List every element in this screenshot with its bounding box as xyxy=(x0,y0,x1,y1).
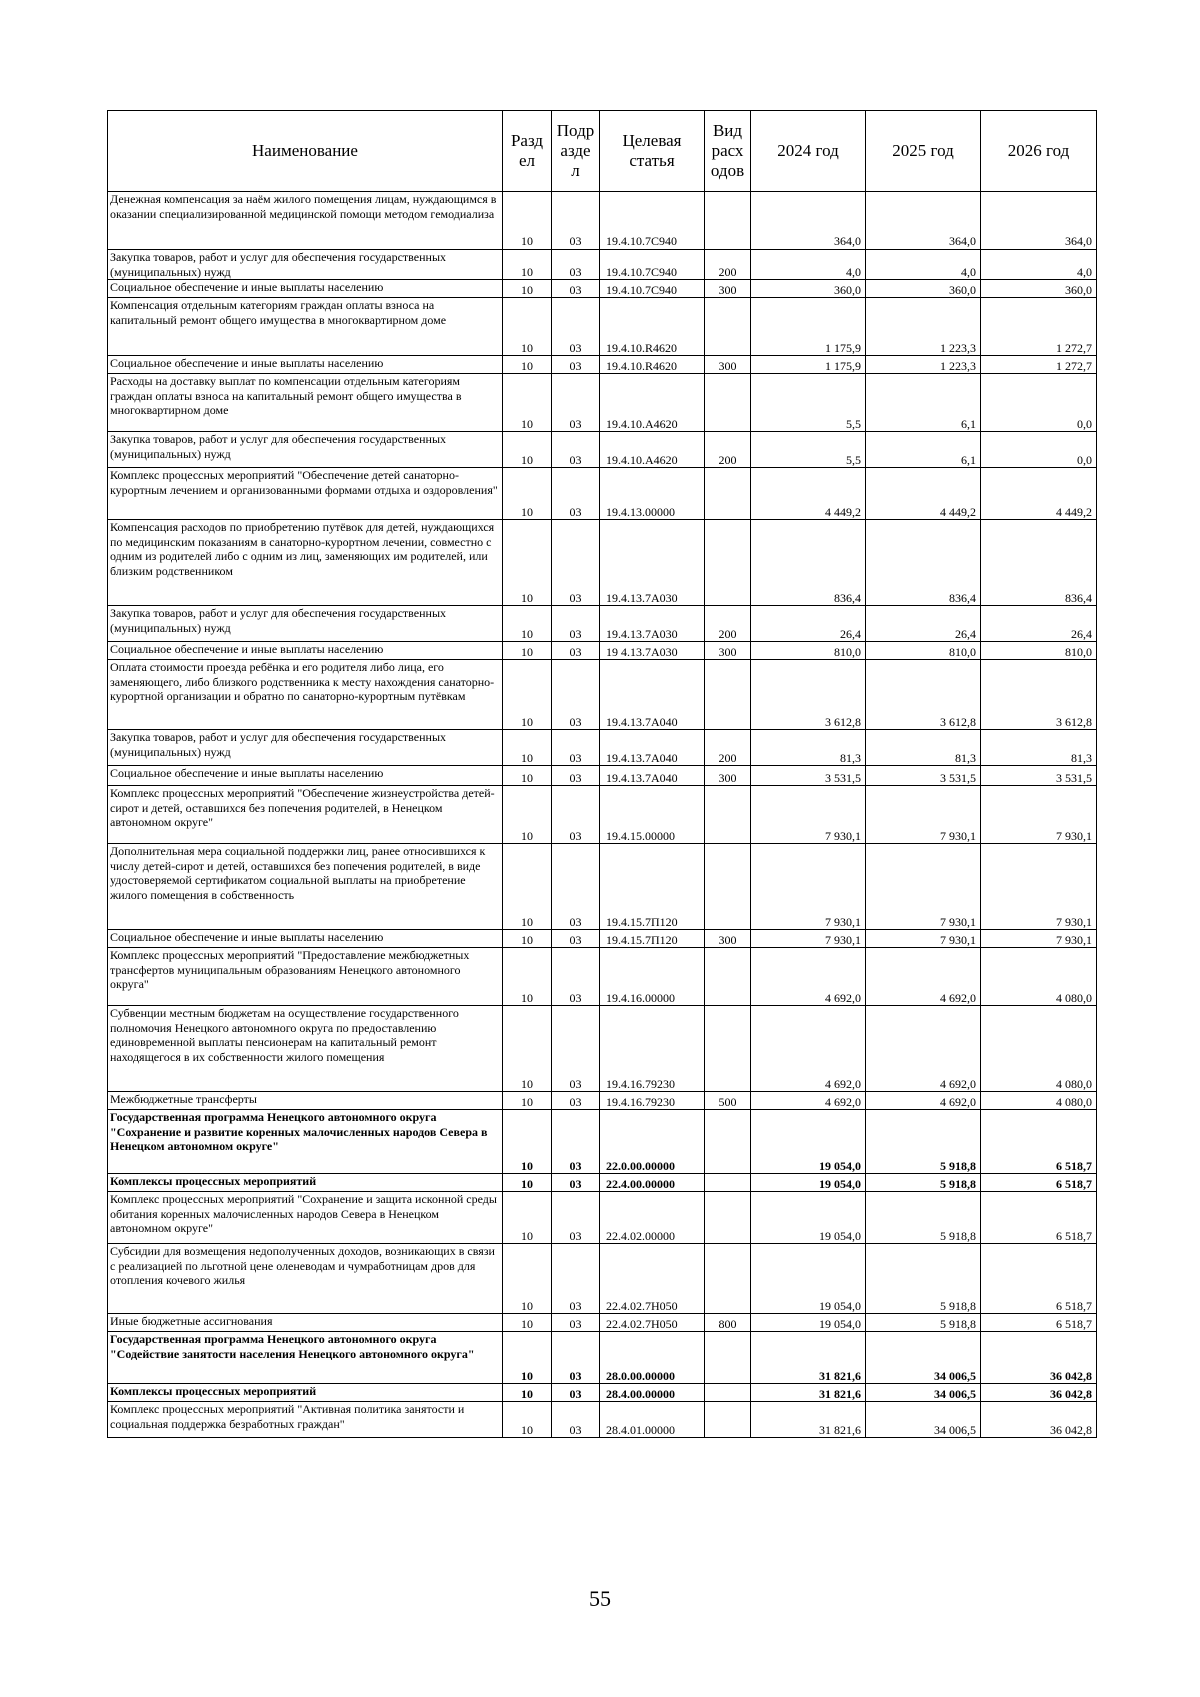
header-2025: 2025 год xyxy=(866,111,981,192)
row-target: 22.4.02.7Н050 xyxy=(600,1244,705,1314)
row-name: Оплата стоимости проезда ребёнка и его родителя либо лица, его заменяющего, либо близкого родственника к месту нахождения санаторно-курортной организации и обратно по санаторно-курортным путёвкам xyxy=(108,660,503,730)
row-value-2026: 6 518,7 xyxy=(981,1110,1097,1174)
page-number: 55 xyxy=(589,1586,611,1611)
row-section: 10 xyxy=(503,280,552,298)
row-target: 22.4.02.00000 xyxy=(600,1192,705,1244)
row-value-2025: 4 692,0 xyxy=(866,1092,981,1110)
row-name: Субсидии для возмещения недополученных доходов, возникающих в связи с реализацией по льготной цене оленеводам и чумработницам дров для отопления кочевого жилья xyxy=(108,1244,503,1314)
row-value-2026: 36 042,8 xyxy=(981,1332,1097,1384)
row-value-2025: 34 006,5 xyxy=(866,1402,981,1438)
row-name: Закупка товаров, работ и услуг для обеспечения государственных (муниципальных) нужд xyxy=(108,432,503,468)
row-expense-type xyxy=(705,786,751,844)
row-subsection: 03 xyxy=(552,606,600,642)
row-section: 10 xyxy=(503,250,552,280)
row-section: 10 xyxy=(503,374,552,432)
table-row xyxy=(108,1192,1097,1244)
row-target: 19.4.13.7А030 xyxy=(600,520,705,606)
row-value-2024: 7 930,1 xyxy=(751,930,866,948)
row-subsection: 03 xyxy=(552,1092,600,1110)
row-target: 19.4.16.79230 xyxy=(600,1006,705,1092)
row-value-2026: 3 531,5 xyxy=(981,766,1097,786)
row-value-2025: 7 930,1 xyxy=(866,930,981,948)
table-row xyxy=(108,1006,1097,1092)
row-section: 10 xyxy=(503,766,552,786)
row-value-2025: 7 930,1 xyxy=(866,786,981,844)
row-subsection: 03 xyxy=(552,786,600,844)
row-value-2024: 364,0 xyxy=(751,192,866,250)
row-value-2026: 36 042,8 xyxy=(981,1402,1097,1438)
row-section: 10 xyxy=(503,1314,552,1332)
row-value-2024: 5,5 xyxy=(751,432,866,468)
row-target: 19.4.10.R4620 xyxy=(600,356,705,374)
row-target: 19 4.13.7А030 xyxy=(600,642,705,660)
row-value-2024: 7 930,1 xyxy=(751,844,866,930)
table-row xyxy=(108,468,1097,520)
table-row xyxy=(108,1092,1097,1110)
row-expense-type: 200 xyxy=(705,606,751,642)
row-value-2025: 5 918,8 xyxy=(866,1174,981,1192)
row-name: Дополнительная мера социальной поддержки лиц, ранее относившихся к числу детей-сирот и детей, оставшихся без попечения родителей, в виде удостоверяемой сертификатом социальной выплаты на приобретение жилого помещения в собственность xyxy=(108,844,503,930)
row-value-2025: 4,0 xyxy=(866,250,981,280)
row-value-2025: 5 918,8 xyxy=(866,1192,981,1244)
row-subsection: 03 xyxy=(552,1110,600,1174)
row-value-2026: 1 272,7 xyxy=(981,356,1097,374)
row-value-2025: 1 223,3 xyxy=(866,356,981,374)
row-subsection: 03 xyxy=(552,250,600,280)
row-section: 10 xyxy=(503,1192,552,1244)
row-subsection: 03 xyxy=(552,356,600,374)
row-value-2025: 3 531,5 xyxy=(866,766,981,786)
table-row xyxy=(108,356,1097,374)
row-name: Комплекс процессных мероприятий "Активная политика занятости и социальная поддержка безработных граждан" xyxy=(108,1402,503,1438)
row-value-2024: 1 175,9 xyxy=(751,356,866,374)
row-value-2024: 3 612,8 xyxy=(751,660,866,730)
table-row xyxy=(108,298,1097,356)
row-subsection: 03 xyxy=(552,1192,600,1244)
table-header-row xyxy=(108,111,1097,192)
row-subsection: 03 xyxy=(552,520,600,606)
row-subsection: 03 xyxy=(552,930,600,948)
row-value-2025: 5 918,8 xyxy=(866,1244,981,1314)
row-section: 10 xyxy=(503,948,552,1006)
row-name: Денежная компенсация за наём жилого помещения лицам, нуждающимся в оказании специализированной медицинской помощи методом гемодиализа xyxy=(108,192,503,250)
row-value-2026: 0,0 xyxy=(981,374,1097,432)
row-target: 28.4.01.00000 xyxy=(600,1402,705,1438)
row-value-2026: 1 272,7 xyxy=(981,298,1097,356)
row-value-2024: 4 692,0 xyxy=(751,1092,866,1110)
row-section: 10 xyxy=(503,930,552,948)
row-expense-type: 300 xyxy=(705,766,751,786)
row-value-2024: 26,4 xyxy=(751,606,866,642)
row-value-2026: 4 080,0 xyxy=(981,1006,1097,1092)
row-target: 19.4.10.7С940 xyxy=(600,280,705,298)
row-value-2024: 31 821,6 xyxy=(751,1332,866,1384)
row-subsection: 03 xyxy=(552,192,600,250)
row-name: Комплексы процессных мероприятий xyxy=(108,1384,503,1402)
row-name: Расходы на доставку выплат по компенсации отдельным категориям граждан оплаты взноса на капитальный ремонт общего имущества в многоквартирном доме xyxy=(108,374,503,432)
row-value-2026: 836,4 xyxy=(981,520,1097,606)
row-target: 19.4.16.00000 xyxy=(600,948,705,1006)
table-row xyxy=(108,660,1097,730)
table-row xyxy=(108,374,1097,432)
row-name: Межбюджетные трансферты xyxy=(108,1092,503,1110)
row-value-2024: 360,0 xyxy=(751,280,866,298)
row-target: 19.4.10.7С940 xyxy=(600,192,705,250)
row-target: 19.4.10.А4620 xyxy=(600,374,705,432)
row-target: 19.4.10.R4620 xyxy=(600,298,705,356)
row-value-2025: 836,4 xyxy=(866,520,981,606)
row-name: Комплекс процессных мероприятий "Обеспечение жизнеустройства детей-сирот и детей, оставшихся без попечения родителей, в Ненецком автономном округе" xyxy=(108,786,503,844)
row-section: 10 xyxy=(503,520,552,606)
row-expense-type xyxy=(705,374,751,432)
row-target: 19.4.13.00000 xyxy=(600,468,705,520)
table-row xyxy=(108,432,1097,468)
row-expense-type: 200 xyxy=(705,730,751,766)
row-name: Социальное обеспечение и иные выплаты населению xyxy=(108,280,503,298)
row-subsection: 03 xyxy=(552,1174,600,1192)
row-name: Комплекс процессных мероприятий "Предоставление межбюджетных трансфертов муниципальным образованиям Ненецкого автономного округа" xyxy=(108,948,503,1006)
row-subsection: 03 xyxy=(552,844,600,930)
row-value-2025: 364,0 xyxy=(866,192,981,250)
row-section: 10 xyxy=(503,786,552,844)
row-value-2025: 6,1 xyxy=(866,374,981,432)
row-value-2026: 26,4 xyxy=(981,606,1097,642)
row-subsection: 03 xyxy=(552,642,600,660)
row-expense-type: 200 xyxy=(705,250,751,280)
row-subsection: 03 xyxy=(552,660,600,730)
row-section: 10 xyxy=(503,1006,552,1092)
row-value-2025: 5 918,8 xyxy=(866,1110,981,1174)
row-expense-type xyxy=(705,660,751,730)
row-name: Государственная программа Ненецкого автономного округа "Содействие занятости населения Ненецкого автономного округа" xyxy=(108,1332,503,1384)
row-value-2026: 6 518,7 xyxy=(981,1174,1097,1192)
row-value-2025: 6,1 xyxy=(866,432,981,468)
row-section: 10 xyxy=(503,1092,552,1110)
row-target: 19.4.13.7А040 xyxy=(600,660,705,730)
row-subsection: 03 xyxy=(552,948,600,1006)
row-value-2024: 836,4 xyxy=(751,520,866,606)
row-expense-type xyxy=(705,948,751,1006)
row-section: 10 xyxy=(503,432,552,468)
row-value-2024: 31 821,6 xyxy=(751,1384,866,1402)
row-section: 10 xyxy=(503,1384,552,1402)
row-value-2024: 4 692,0 xyxy=(751,948,866,1006)
budget-table xyxy=(107,110,1097,1438)
row-value-2025: 34 006,5 xyxy=(866,1332,981,1384)
table-row xyxy=(108,1384,1097,1402)
table-row xyxy=(108,948,1097,1006)
row-name: Комплекс процессных мероприятий "Сохранение и защита исконной среды обитания коренных малочисленных народов Севера в Ненецком автономном округе" xyxy=(108,1192,503,1244)
row-value-2026: 360,0 xyxy=(981,280,1097,298)
row-value-2025: 7 930,1 xyxy=(866,844,981,930)
row-expense-type xyxy=(705,1384,751,1402)
row-value-2026: 0,0 xyxy=(981,432,1097,468)
row-value-2025: 1 223,3 xyxy=(866,298,981,356)
row-value-2024: 5,5 xyxy=(751,374,866,432)
table-row xyxy=(108,766,1097,786)
row-target: 19.4.16.79230 xyxy=(600,1092,705,1110)
row-expense-type: 500 xyxy=(705,1092,751,1110)
table-row xyxy=(108,606,1097,642)
row-target: 28.0.00.00000 xyxy=(600,1332,705,1384)
row-section: 10 xyxy=(503,356,552,374)
row-section: 10 xyxy=(503,1332,552,1384)
row-value-2025: 26,4 xyxy=(866,606,981,642)
row-value-2026: 7 930,1 xyxy=(981,786,1097,844)
row-name: Иные бюджетные ассигнования xyxy=(108,1314,503,1332)
row-subsection: 03 xyxy=(552,730,600,766)
row-value-2024: 19 054,0 xyxy=(751,1192,866,1244)
row-name: Компенсация отдельным категориям граждан оплаты взноса на капитальный ремонт общего имущества в многоквартирном доме xyxy=(108,298,503,356)
header-target: Целевая статья xyxy=(600,111,705,192)
row-expense-type xyxy=(705,468,751,520)
row-target: 22.0.00.00000 xyxy=(600,1110,705,1174)
table-row xyxy=(108,1244,1097,1314)
row-target: 28.4.00.00000 xyxy=(600,1384,705,1402)
row-value-2025: 4 449,2 xyxy=(866,468,981,520)
row-expense-type xyxy=(705,1192,751,1244)
row-value-2024: 4 692,0 xyxy=(751,1006,866,1092)
table-row xyxy=(108,786,1097,844)
row-name: Закупка товаров, работ и услуг для обеспечения государственных (муниципальных) нужд xyxy=(108,606,503,642)
row-expense-type xyxy=(705,298,751,356)
row-value-2026: 6 518,7 xyxy=(981,1192,1097,1244)
row-target: 19.4.15.7П120 xyxy=(600,844,705,930)
row-section: 10 xyxy=(503,606,552,642)
row-target: 22.4.02.7Н050 xyxy=(600,1314,705,1332)
row-value-2026: 4 080,0 xyxy=(981,948,1097,1006)
row-name: Комплексы процессных мероприятий xyxy=(108,1174,503,1192)
row-subsection: 03 xyxy=(552,1006,600,1092)
row-subsection: 03 xyxy=(552,1314,600,1332)
row-subsection: 03 xyxy=(552,1402,600,1438)
row-name: Социальное обеспечение и иные выплаты населению xyxy=(108,930,503,948)
row-name: Закупка товаров, работ и услуг для обеспечения государственных (муниципальных) нужд xyxy=(108,730,503,766)
row-target: 19.4.13.7А040 xyxy=(600,766,705,786)
row-subsection: 03 xyxy=(552,432,600,468)
row-value-2026: 6 518,7 xyxy=(981,1314,1097,1332)
row-section: 10 xyxy=(503,192,552,250)
row-value-2026: 81,3 xyxy=(981,730,1097,766)
table-body xyxy=(108,192,1097,1438)
table-row xyxy=(108,520,1097,606)
row-value-2024: 81,3 xyxy=(751,730,866,766)
row-value-2026: 7 930,1 xyxy=(981,930,1097,948)
row-subsection: 03 xyxy=(552,1384,600,1402)
table-row xyxy=(108,930,1097,948)
row-subsection: 03 xyxy=(552,1244,600,1314)
table-row xyxy=(108,250,1097,280)
row-value-2025: 4 692,0 xyxy=(866,948,981,1006)
row-value-2025: 81,3 xyxy=(866,730,981,766)
row-value-2026: 36 042,8 xyxy=(981,1384,1097,1402)
row-target: 19.4.10.7С940 xyxy=(600,250,705,280)
row-value-2024: 31 821,6 xyxy=(751,1402,866,1438)
row-subsection: 03 xyxy=(552,1332,600,1384)
row-value-2025: 3 612,8 xyxy=(866,660,981,730)
row-expense-type: 200 xyxy=(705,432,751,468)
row-name: Государственная программа Ненецкого автономного округа "Сохранение и развитие коренных малочисленных народов Севера в Ненецком автономном округе" xyxy=(108,1110,503,1174)
row-value-2026: 810,0 xyxy=(981,642,1097,660)
row-section: 10 xyxy=(503,642,552,660)
row-value-2026: 6 518,7 xyxy=(981,1244,1097,1314)
row-section: 10 xyxy=(503,844,552,930)
row-value-2024: 19 054,0 xyxy=(751,1174,866,1192)
row-expense-type xyxy=(705,1332,751,1384)
row-value-2026: 364,0 xyxy=(981,192,1097,250)
row-expense-type xyxy=(705,520,751,606)
row-expense-type xyxy=(705,1174,751,1192)
row-target: 19.4.10.А4620 xyxy=(600,432,705,468)
row-expense-type: 300 xyxy=(705,280,751,298)
header-2026: 2026 год xyxy=(981,111,1097,192)
row-section: 10 xyxy=(503,1110,552,1174)
row-value-2024: 4 449,2 xyxy=(751,468,866,520)
row-expense-type xyxy=(705,844,751,930)
row-value-2024: 19 054,0 xyxy=(751,1244,866,1314)
row-section: 10 xyxy=(503,1174,552,1192)
row-section: 10 xyxy=(503,660,552,730)
row-name: Закупка товаров, работ и услуг для обеспечения государственных (муниципальных) нужд xyxy=(108,250,503,280)
row-name: Социальное обеспечение и иные выплаты населению xyxy=(108,356,503,374)
row-target: 19.4.15.00000 xyxy=(600,786,705,844)
table-row xyxy=(108,1402,1097,1438)
row-name: Комплекс процессных мероприятий "Обеспечение детей санаторно-курортным лечением и организованными формами отдыха и оздоровления" xyxy=(108,468,503,520)
row-expense-type xyxy=(705,192,751,250)
row-value-2025: 360,0 xyxy=(866,280,981,298)
row-expense-type xyxy=(705,1402,751,1438)
row-value-2026: 3 612,8 xyxy=(981,660,1097,730)
header-section: Разд ел xyxy=(503,111,552,192)
row-value-2024: 1 175,9 xyxy=(751,298,866,356)
row-target: 19.4.13.7А030 xyxy=(600,606,705,642)
row-name: Социальное обеспечение и иные выплаты населению xyxy=(108,642,503,660)
row-section: 10 xyxy=(503,298,552,356)
table-row xyxy=(108,1314,1097,1332)
row-name: Компенсация расходов по приобретению путёвок для детей, нуждающихся по медицинским показаниям в санаторно-курортном лечении, совместно с одним из родителей либо с одним из лиц, заменяющих им родителей, или близким родственником xyxy=(108,520,503,606)
row-subsection: 03 xyxy=(552,374,600,432)
row-value-2024: 810,0 xyxy=(751,642,866,660)
row-subsection: 03 xyxy=(552,468,600,520)
row-subsection: 03 xyxy=(552,766,600,786)
row-section: 10 xyxy=(503,468,552,520)
table-row xyxy=(108,1174,1097,1192)
row-name: Субвенции местным бюджетам на осуществление государственного полномочия Ненецкого автономного округа по предоставлению единовременной выплаты пенсионерам на капитальный ремонт находящегося в их собственности жилого помещения xyxy=(108,1006,503,1092)
table-row xyxy=(108,1332,1097,1384)
table-row xyxy=(108,192,1097,250)
row-value-2025: 34 006,5 xyxy=(866,1384,981,1402)
row-expense-type: 300 xyxy=(705,356,751,374)
table-row xyxy=(108,1110,1097,1174)
row-value-2024: 4,0 xyxy=(751,250,866,280)
table-row xyxy=(108,280,1097,298)
row-expense-type: 300 xyxy=(705,642,751,660)
row-subsection: 03 xyxy=(552,298,600,356)
row-value-2025: 4 692,0 xyxy=(866,1006,981,1092)
row-value-2024: 19 054,0 xyxy=(751,1110,866,1174)
table-row xyxy=(108,642,1097,660)
row-section: 10 xyxy=(503,730,552,766)
row-target: 19.4.15.7П120 xyxy=(600,930,705,948)
table-row xyxy=(108,730,1097,766)
row-value-2024: 7 930,1 xyxy=(751,786,866,844)
row-target: 22.4.00.00000 xyxy=(600,1174,705,1192)
row-value-2025: 5 918,8 xyxy=(866,1314,981,1332)
row-target: 19.4.13.7А040 xyxy=(600,730,705,766)
row-expense-type xyxy=(705,1006,751,1092)
row-section: 10 xyxy=(503,1402,552,1438)
row-section: 10 xyxy=(503,1244,552,1314)
row-value-2026: 4 449,2 xyxy=(981,468,1097,520)
row-value-2024: 19 054,0 xyxy=(751,1314,866,1332)
table-row xyxy=(108,844,1097,930)
header-name: Наименование xyxy=(108,111,503,192)
row-value-2025: 810,0 xyxy=(866,642,981,660)
header-2024: 2024 год xyxy=(751,111,866,192)
row-expense-type xyxy=(705,1110,751,1174)
row-value-2026: 4 080,0 xyxy=(981,1092,1097,1110)
row-value-2026: 7 930,1 xyxy=(981,844,1097,930)
row-expense-type: 300 xyxy=(705,930,751,948)
header-expense-type: Вид расх одов xyxy=(705,111,751,192)
row-expense-type xyxy=(705,1244,751,1314)
header-subsection: Подр азде л xyxy=(552,111,600,192)
row-value-2024: 3 531,5 xyxy=(751,766,866,786)
row-name: Социальное обеспечение и иные выплаты населению xyxy=(108,766,503,786)
row-subsection: 03 xyxy=(552,280,600,298)
row-expense-type: 800 xyxy=(705,1314,751,1332)
row-value-2026: 4,0 xyxy=(981,250,1097,280)
